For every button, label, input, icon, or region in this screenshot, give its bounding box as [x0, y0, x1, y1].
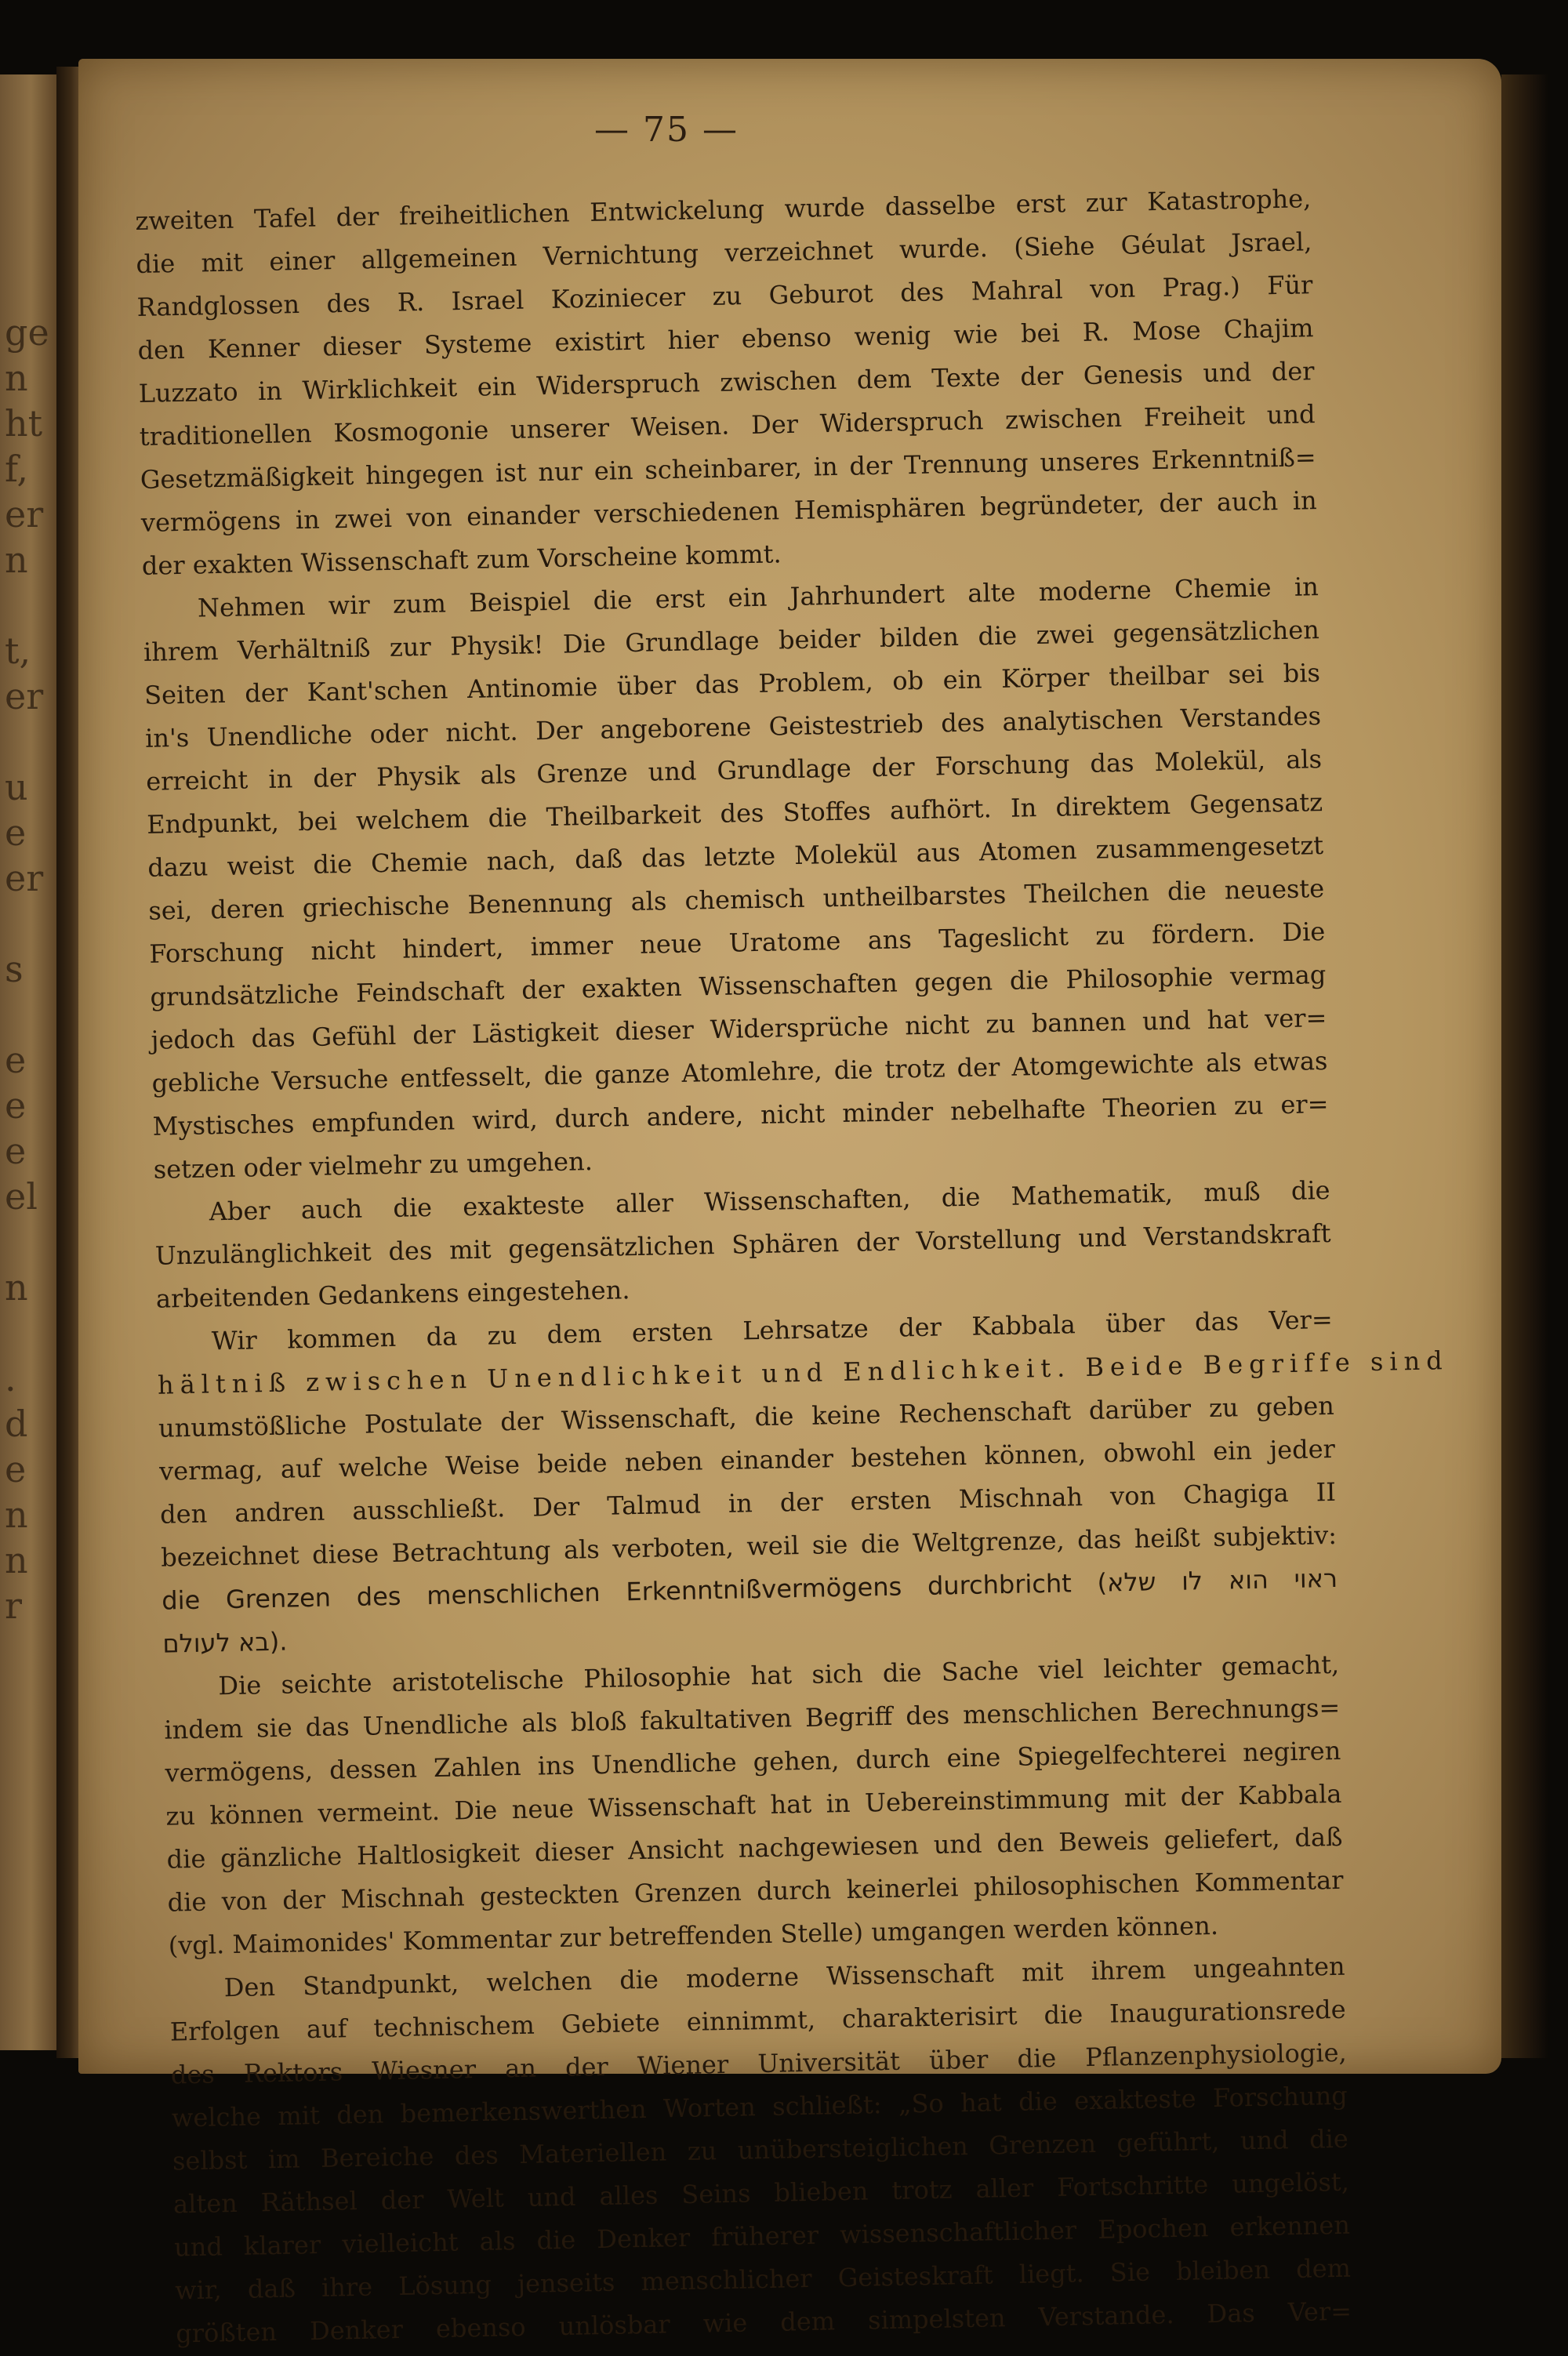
text-line: vermag, auf welche Weise beide neben einander bestehen können, obwohl ein jeder [158, 1433, 1336, 1487]
text-line: unumstößliche Postulate der Wissenschaft, die keine Rechenschaft darüber zu geben [158, 1390, 1335, 1443]
text-line: bezeichnet diese Betrachtung als verboten, weil sie die Weltgrenze, das heißt subjektiv: [160, 1519, 1338, 1573]
text-line: jedoch das Gefühl der Lästigkeit dieser Widersprüche nicht zu bannen und hat ver= [151, 1003, 1327, 1055]
text-line: vermögens, dessen Zahlen ins Unendliche gehen, durch eine Spiegelfechterei negiren [165, 1735, 1341, 1788]
book-gutter [56, 67, 80, 2058]
text-line: setzen oder vielmehr zu umgehen. [153, 1146, 593, 1185]
text-line: alten Räthsel der Welt und alles Seins blieben trotz aller Fortschritte ungelöst, [172, 2166, 1350, 2220]
text-line: zweiten Tafel der freiheitlichen Entwickelung wurde dasselbe erst zur Katastrophe, [135, 183, 1312, 236]
text-line: Endpunkt, bei welchem die Theilbarkeit des Stoffes aufhört. In direktem Gegensatz [146, 787, 1323, 840]
text-line: Gesetzmäßigkeit hingegen ist nur ein scheinbarer, in der Trennung unseres Erkenntniß= [140, 442, 1316, 495]
text-line: größten Denker ebenso unlösbar wie dem simpelsten Verstande. Das Ver= [175, 2296, 1352, 2349]
text-line: dazu weist die Chemie nach, daß das letzte Molekül aus Atomen zusammengesetzt [147, 830, 1324, 883]
text-line: des Rektors Wiesner an der Wiener Universität über die Pflanzenphysiologie, [170, 2037, 1348, 2090]
text-line: den andren ausschließt. Der Talmud in der ersten Mischnah von Chagiga II [159, 1476, 1337, 1530]
text-line: traditionellen Kosmogonie unserer Weisen. Der Widerspruch zwischen Freiheit und [139, 399, 1316, 452]
text-line: Aber auch die exakteste aller Wissenschaften, die Mathematik, muß die [209, 1174, 1330, 1227]
text-line: Unzulänglichkeit des mit gegensätzlichen Sphären der Vorstellung und Verstandskraft [154, 1218, 1331, 1271]
text-line: erreicht in der Physik als Grenze und Grundlage der Forschung das Molekül, als [145, 744, 1323, 797]
page-body-text [135, 177, 1450, 2355]
text-line: Mystisches empfunden wird, durch andere, nicht minder nebelhafte Theorien zu er= [152, 1088, 1329, 1142]
text-line: indem sie das Unendliche als bloß fakultativen Begriff des menschlichen Berechnungs= [164, 1692, 1341, 1745]
text-line: welche mit den bemerkenswerthen Worten schließt: „So hat die exakteste Forschung [171, 2080, 1348, 2133]
text-line: Forschung nicht hindert, immer neue Uratome ans Tageslicht zu fördern. Die [149, 917, 1326, 969]
text-line: hältniß zwischen Unendlichkeit und Endlichkeit. Beide Begriffe sind [157, 1345, 1450, 1400]
text-line: der exakten Wissenschaft zum Vorscheine kommt. [141, 539, 782, 581]
text-line: den Kenner dieser Systeme existirt hier ebenso wenig wie bei R. Mose Chajim [137, 313, 1314, 365]
text-line: Die seichte aristotelische Philosophie hat sich die Sache viel leichter gemacht, [218, 1649, 1340, 1701]
text-line: die von der Mischnah gesteckten Grenzen durch keinerlei philosophischen Kommentar [167, 1864, 1344, 1918]
text-line: in's Unendliche oder nicht. Der angeborene Geistestrieb des analytischen Verstandes [144, 701, 1322, 753]
text-line: und klarer vielleicht als die Denker früherer wissenschaftlicher Epochen erkennen [173, 2209, 1351, 2263]
text-line: selbst im Bereiche des Materiellen zu unübersteiglichen Grenzen geführt, und die [172, 2123, 1349, 2176]
left-page-text-fragments: ge n ht f, er n t, er u e er s e e e el n . d e n n r [5, 311, 49, 1627]
text-line: Randglossen des R. Israel Koziniecer zu Geburot des Mahral von Prag.) Für [136, 270, 1313, 322]
text-line: grundsätzliche Feindschaft der exakten Wissenschaften gegen die Philosophie vermag [150, 960, 1327, 1012]
text-line: sei, deren griechische Benennung als chemisch untheilbarstes Theilchen die neueste [148, 873, 1325, 926]
text-line: wir, daß ihre Lösung jenseits menschlicher Geisteskraft liegt. Sie bleiben dem [174, 2253, 1352, 2306]
left-page-edge [0, 74, 56, 2050]
text-line: zu können vermeint. Die neue Wissenschaft hat in Uebereinstimmung mit der Kabbala [165, 1778, 1342, 1831]
text-line: die mit einer allgemeinen Vernichtung verzeichnet wurde. (Siehe Géulat Jsrael, [136, 227, 1312, 279]
text-line: ihrem Verhältniß zur Physik! Die Grundlage beider bilden die zwei gegensätzlichen [143, 615, 1320, 667]
text-line: arbeitenden Gedankens eingestehen. [155, 1275, 630, 1314]
right-page-edge [1501, 74, 1548, 2058]
text-line: Den Standpunkt, welchen die moderne Wissenschaft mit ihrem ungeahnten [223, 1951, 1345, 2003]
text-line: Erfolgen auf technischem Gebiete einnimmt, charakterisirt die Inaugurationsrede [169, 1994, 1346, 2047]
text-line: Nehmen wir zum Beispiel die erst ein Jahrhundert alte moderne Chemie in [197, 572, 1319, 623]
text-line: gebliche Versuche entfesselt, die ganze Atomlehre, die trotz der Atomgewichte als etwas [151, 1045, 1328, 1098]
text-line: die Grenzen des menschlichen Erkenntnißvermögens durchbricht (ראוי הוא לו שלא [161, 1563, 1338, 1616]
text-line: Wir kommen da zu dem ersten Lehrsatze der Kabbala über das Ver= [211, 1304, 1334, 1356]
text-line: Seiten der Kant'schen Antinomie über das Problem, ob ein Körper theilbar sei bis [143, 658, 1321, 710]
text-line: (vgl. Maimonides' Kommentar zur betreffenden Stelle) umgangen werden können. [168, 1910, 1219, 1961]
text-line: vermögens in zwei von einander verschiedenen Hemisphären begründeter, der auch in [140, 485, 1317, 538]
text-line: בא לעולם). [162, 1626, 288, 1659]
page-number: — 75 — [594, 110, 739, 150]
text-line: Luzzato in Wirklichkeit ein Widerspruch zwischen dem Texte der Genesis und der [138, 356, 1315, 408]
text-line: die gänzliche Haltlosigkeit dieser Ansicht nachgewiesen und den Beweis geliefert, daß [166, 1821, 1343, 1875]
